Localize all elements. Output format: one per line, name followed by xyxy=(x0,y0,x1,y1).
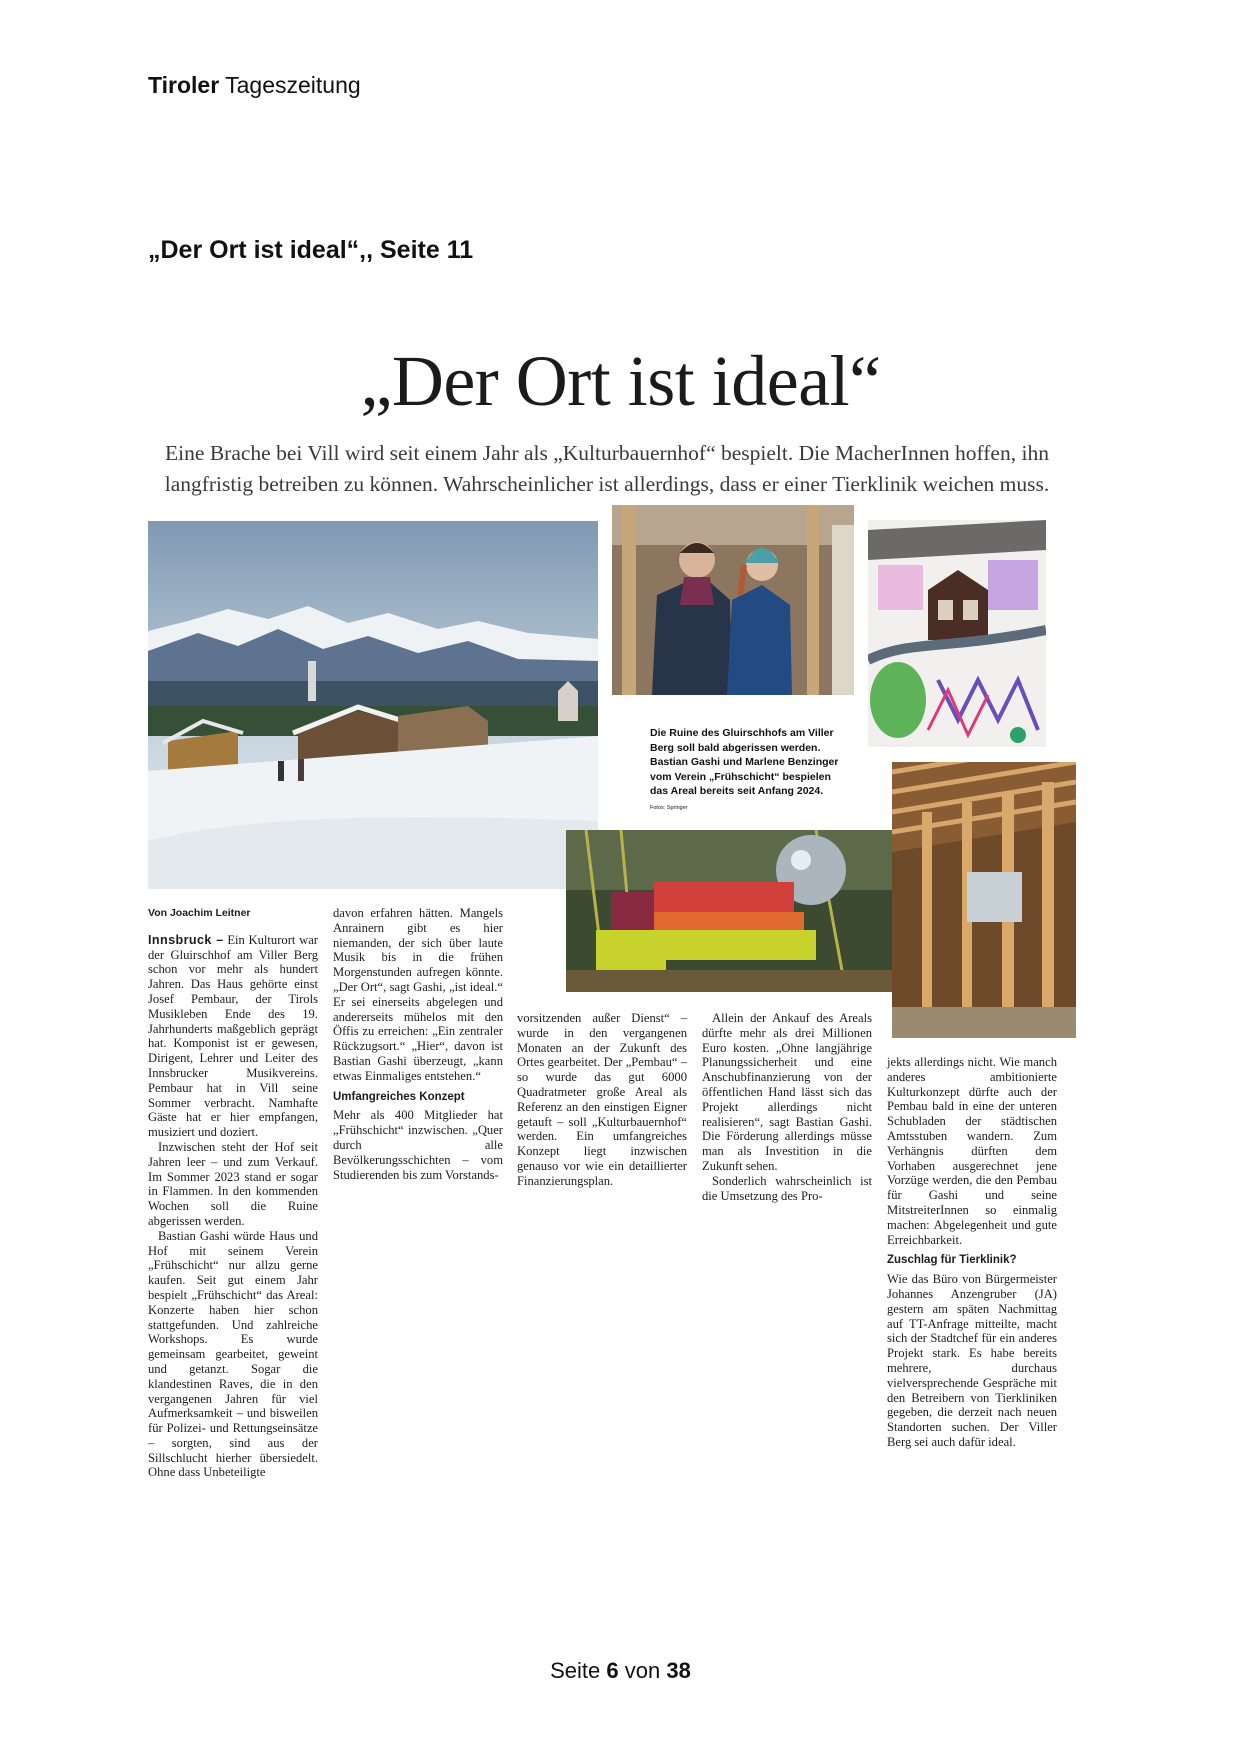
photo-pallet-benches xyxy=(566,830,906,992)
article-column-3 xyxy=(517,1011,687,1189)
subheading-concept: Umfangreiches Konzept xyxy=(333,1090,465,1103)
article-column-5 xyxy=(887,1055,1057,1450)
photo-portrait xyxy=(612,505,854,695)
column5-paragraph-2: Wie das Büro von Bürgermeister Johannes Anzengruber (JA) gestern am späten Nachmittag auf TT-Anfrage mitteilte, macht sich der Stadtchef für ein anderes Projekt stark. Es habe bereits mehrere, durchaus vielversprechende Gespräche mit den Betreibern von Tierkliniken gegeben, die derzeit nach neuen Standorten suchen. Der Viller Berg sei auch dafür ideal. xyxy=(887,1272,1057,1449)
caption-credit: Fotos: Springer xyxy=(650,804,688,811)
page-current: 6 xyxy=(606,1658,619,1683)
column5-paragraph-1: jekts allerdings nicht. Wie manch anderes ambitionierte Kulturkonzept dürfte auch der Pembau bald in eine der unteren Schubladen der städtischen Amtsstuben wandern. Zum Verhängnis dürften dem Vorhaben ausgerechnet jene Vorzüge werden, die den Pembau für Gashi und seine MitstreiterInnen so einmalig machen: Abgelegenheit und gute Erreichbarkeit. xyxy=(887,1055,1057,1247)
article-column-1 xyxy=(148,906,318,1480)
column2-paragraph-2: Mehr als 400 Mitglieder hat „Frühschicht“ inzwischen. „Quer durch alle Bevölkerungsschichten – vom Studierenden bis zum Vorstands- xyxy=(333,1108,503,1182)
publication-name-rest: Tageszeitung xyxy=(225,72,361,98)
photo-graffiti xyxy=(868,520,1046,747)
page-prefix: Seite xyxy=(550,1658,601,1683)
column4-paragraph-1: Allein der Ankauf des Areals dürfte mehr als drei Millionen Euro kosten. „Ohne langjährige Planungssicherheit und eine Anschubfinanzierung von der öffentlichen Hand lässt sich das Projekt allerdings nicht realisieren“, sagt Bastian Gashi. Die Förderung allerdings müsse man als Investition in die Zukunft sehen. xyxy=(702,1011,872,1173)
article-column-2 xyxy=(333,906,503,1182)
lead-paragraph: Eine Brache bei Vill wird seit einem Jahr als „Kulturbauernhof“ bespielt. Die MacherInnen hoffen, ihn langfristig betreiben zu können. Wahrscheinlicher ist allerdings, dass er einer Tierklinik weichen muss. xyxy=(164,441,1050,496)
photo-landscape xyxy=(148,521,598,889)
caption-text: Die Ruine des Gluirschhofs am Viller Berg soll bald abgerissen werden. Bastian Gashi und Marlene Benzinger vom Verein „Frühschicht“ bespielen das Areal bereits seit Anfang 2024. xyxy=(650,727,839,798)
column3-paragraph-1: vorsitzenden außer Dienst“ – wurde in den vergangenen Monaten an der Zukunft des Ortes gearbeitet. Der „Pembau“ – so wurde das gut 6000 Quadratmeter große Areal als Referenz an den einstigen Eigner getauft – soll „Kulturbauernhof“ werden. Ein umfangreiches Konzept liegt inzwischen genauso vor wie ein detaillierter Finanzierungsplan. xyxy=(517,1011,687,1188)
page-total: 38 xyxy=(666,1658,691,1683)
column1-paragraph-1 xyxy=(148,933,318,1140)
subheading-tierklinik: Zuschlag für Tierklinik? xyxy=(887,1254,1017,1267)
article-column-4 xyxy=(702,1011,872,1203)
photo-wooden-structure xyxy=(892,762,1076,1038)
article-reference: „Der Ort ist ideal“‚, Seite 11 xyxy=(148,236,474,264)
page-number xyxy=(0,1658,1241,1684)
column2-paragraph-1: davon erfahren hätten. Mangels Anrainern gibt es hier niemanden, der sich über laute Musik bis in die frühen Morgenstunden aufregen könnte. „Der Ort“, sagt Gashi, „ist ideal.“ Er sei einerseits abgelegen und andererseits mühelos mit den Öffis zu erreichen: „Ein zentraler Rückzugsort.“ „Hier“, davon ist Bastian Gashi überzeugt, „kann etwas Einmaliges entstehen.“ xyxy=(333,906,503,1083)
dateline-place: Innsbruck – xyxy=(148,932,224,947)
column1-paragraph-2: Inzwischen steht der Hof seit Jahren leer – und zum Verkauf. Im Sommer 2023 stand er sogar in Flammen. In den kommenden Wochen soll die Ruine abgerissen werden. xyxy=(148,1139,318,1228)
column4-paragraph-2: Sonderlich wahrscheinlich ist die Umsetzung des Pro- xyxy=(702,1173,872,1203)
byline: Von Joachim Leitner xyxy=(148,907,251,919)
photo-caption xyxy=(650,726,840,816)
page-mid: von xyxy=(624,1658,661,1683)
column1-paragraph-3: Bastian Gashi würde Haus und Hof mit seinem Verein „Frühschicht“ nur allzu gerne kaufen. Seit gut einem Jahr bespielt „Frühschicht“ das Areal: Konzerte haben hier schon stattgefunden. Und zahlreiche Workshops. Es wurde gemeinsam gearbeitet, geweint und getanzt. Sogar die klandestinen Raves, die in den vergangenen Jahren für viel Aufmerksamkeit – und bisweilen für Polizei- und Rettungseinsätze – sorgten, sind aus der Sillschlucht hierher übersiedelt. Ohne dass Unbeteiligte xyxy=(148,1228,318,1480)
column1-paragraph-1-text: Ein Kulturort war der Gluirschhof am Viller Berg schon vor mehr als hundert Jahren. Das Haus gehörte einst Josef Pembaur, der Tirols Musikleben Ende des 19. Jahrhunderts maßgeblich geprägt hat. Komponist ist er gewesen, Dirigent, Lehrer und Leiter des Innsbrucker Musikvereins. Pembaur hat in Vill seine Sommer verbracht. Namhafte Gäste hat er hier empfangen, musiziert und doziert. xyxy=(148,932,318,1140)
publication-name-bold: Tiroler xyxy=(148,72,220,98)
publication-name xyxy=(148,72,361,99)
headline: „Der Ort ist ideal“ xyxy=(360,341,881,421)
